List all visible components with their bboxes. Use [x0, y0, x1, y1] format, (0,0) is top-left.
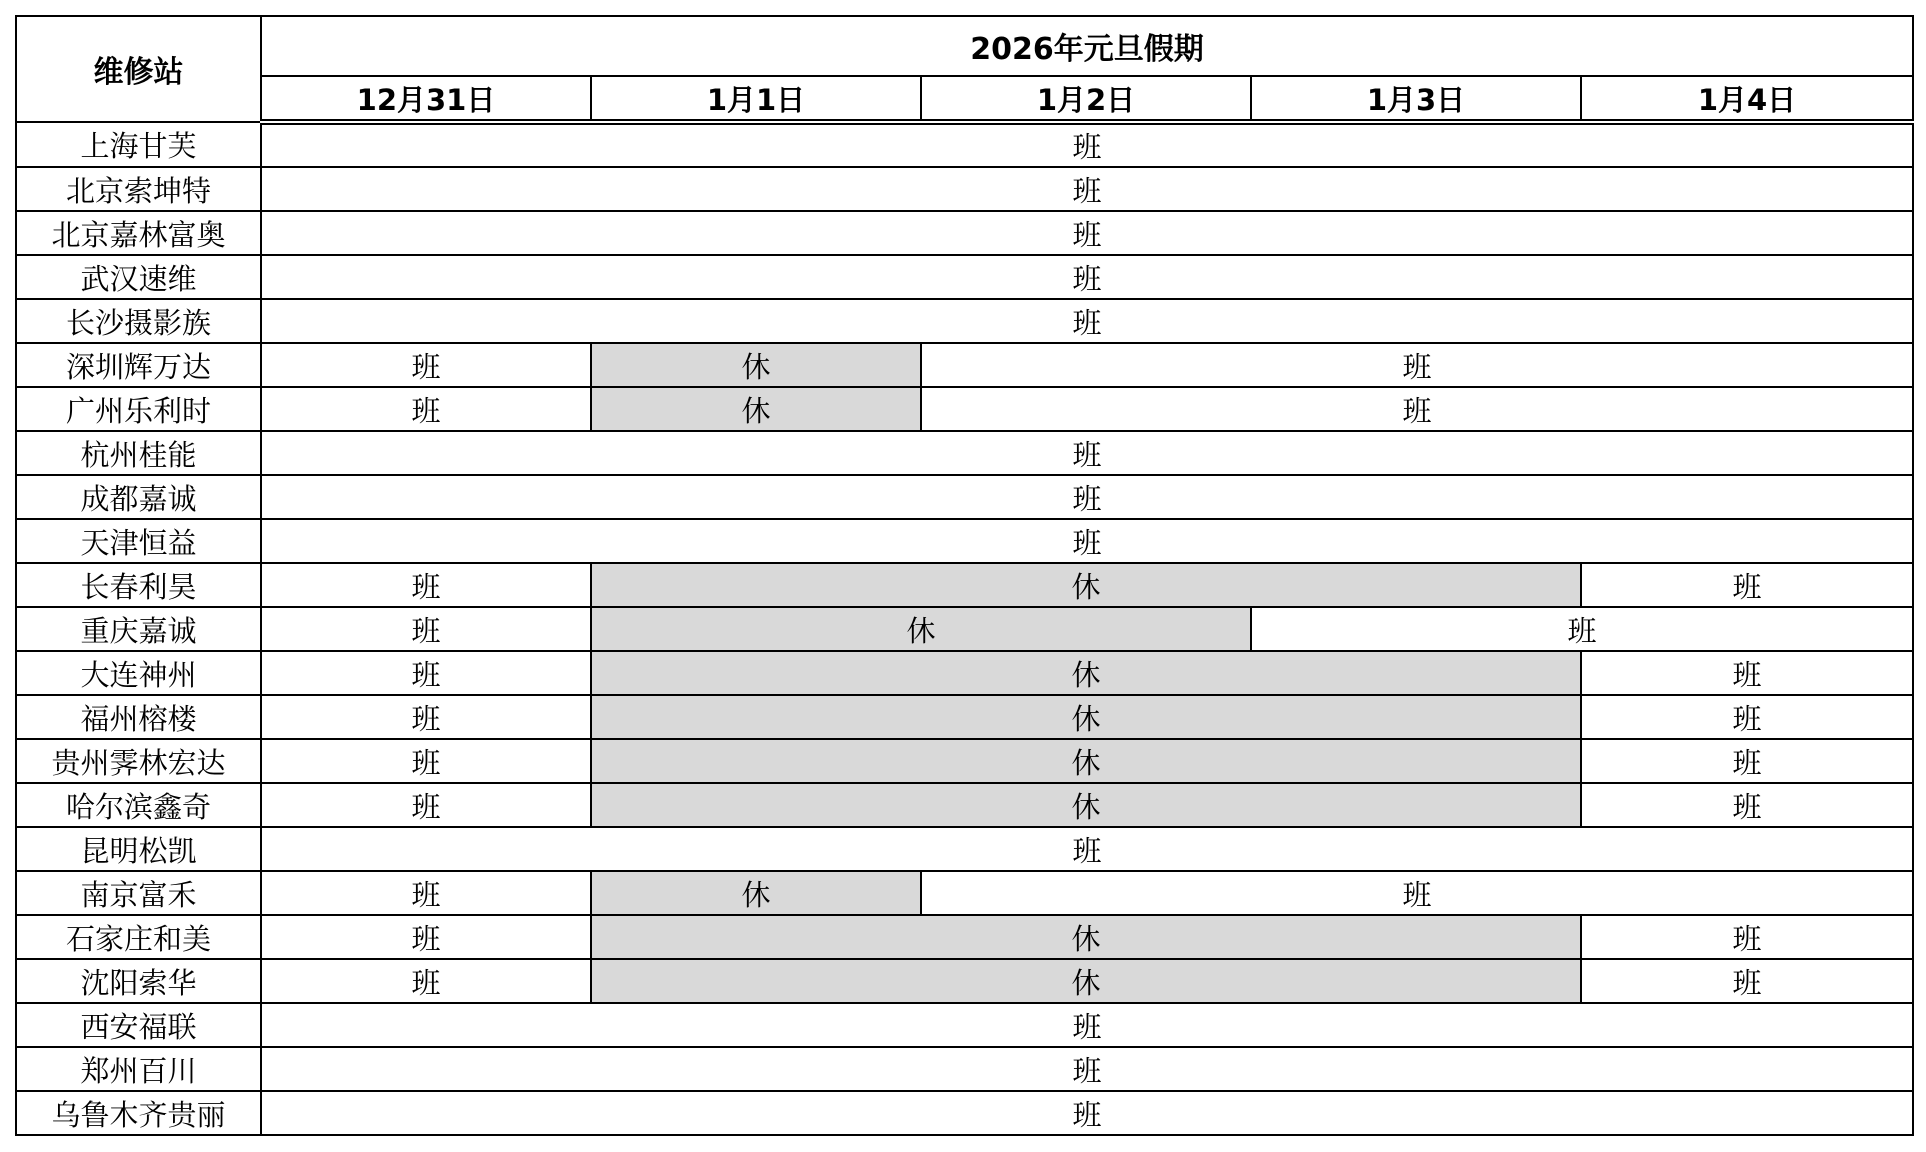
header-row-dates: [16, 76, 1913, 122]
shift-cell-work: 班: [261, 651, 591, 695]
shift-cell-work: 班: [261, 167, 1913, 211]
holiday-schedule-table: [15, 15, 1914, 1136]
station-name: 郑州百川: [16, 1047, 261, 1091]
station-name: 长沙摄影族: [16, 299, 261, 343]
shift-cell-work: 班: [921, 871, 1913, 915]
table-header: [16, 16, 1913, 122]
table-row: [16, 299, 1913, 343]
shift-cell-work: 班: [261, 387, 591, 431]
shift-cell-work: 班: [261, 783, 591, 827]
station-name: 北京索坤特: [16, 167, 261, 211]
station-name: 广州乐利时: [16, 387, 261, 431]
station-name: 重庆嘉诚: [16, 607, 261, 651]
table-row: [16, 651, 1913, 695]
shift-cell-off: 休: [591, 343, 921, 387]
station-name: 长春利昊: [16, 563, 261, 607]
shift-cell-off: 休: [591, 739, 1581, 783]
station-name: 成都嘉诚: [16, 475, 261, 519]
date-header-dec31: 12月31日: [261, 76, 591, 122]
table-row: [16, 915, 1913, 959]
table-row: [16, 827, 1913, 871]
shift-cell-work: 班: [261, 827, 1913, 871]
table-row: [16, 122, 1913, 167]
shift-cell-work: 班: [261, 1091, 1913, 1135]
table-row: [16, 563, 1913, 607]
header-row-title: [16, 16, 1913, 76]
table-row: [16, 211, 1913, 255]
table-row: [16, 739, 1913, 783]
shift-cell-work: 班: [261, 211, 1913, 255]
station-name: 武汉速维: [16, 255, 261, 299]
shift-cell-off: 休: [591, 959, 1581, 1003]
shift-cell-work: 班: [261, 343, 591, 387]
shift-cell-work: 班: [261, 695, 591, 739]
shift-cell-off: 休: [591, 387, 921, 431]
station-name: 贵州霁林宏达: [16, 739, 261, 783]
table-row: [16, 607, 1913, 651]
shift-cell-off: 休: [591, 695, 1581, 739]
shift-cell-work: 班: [1581, 959, 1913, 1003]
table-row: [16, 475, 1913, 519]
shift-cell-work: 班: [261, 1003, 1913, 1047]
shift-cell-work: 班: [261, 739, 591, 783]
date-header-jan4: 1月4日: [1581, 76, 1913, 122]
shift-cell-work: 班: [1581, 695, 1913, 739]
shift-cell-work: 班: [261, 1047, 1913, 1091]
date-header-jan3: 1月3日: [1251, 76, 1581, 122]
table-row: [16, 1047, 1913, 1091]
shift-cell-off: 休: [591, 871, 921, 915]
shift-cell-work: 班: [261, 255, 1913, 299]
shift-cell-work: 班: [261, 299, 1913, 343]
table-row: [16, 695, 1913, 739]
shift-cell-work: 班: [261, 431, 1913, 475]
table-row: [16, 1003, 1913, 1047]
shift-cell-off: 休: [591, 915, 1581, 959]
station-name: 杭州桂能: [16, 431, 261, 475]
shift-cell-off: 休: [591, 783, 1581, 827]
station-name: 乌鲁木齐贵丽: [16, 1091, 261, 1135]
shift-cell-work: 班: [1581, 739, 1913, 783]
table-row: [16, 343, 1913, 387]
table-row: [16, 959, 1913, 1003]
shift-cell-work: 班: [261, 915, 591, 959]
shift-cell-work: 班: [261, 871, 591, 915]
table-row: [16, 431, 1913, 475]
shift-cell-work: 班: [921, 387, 1913, 431]
shift-cell-work: 班: [1251, 607, 1913, 651]
table-row: [16, 167, 1913, 211]
shift-cell-off: 休: [591, 563, 1581, 607]
station-name: 昆明松凯: [16, 827, 261, 871]
date-header-jan2: 1月2日: [921, 76, 1251, 122]
shift-cell-work: 班: [261, 475, 1913, 519]
shift-cell-work: 班: [261, 519, 1913, 563]
holiday-title: 2026年元旦假期: [261, 16, 1913, 76]
table-row: [16, 1091, 1913, 1135]
shift-cell-work: 班: [1581, 915, 1913, 959]
station-name: 西安福联: [16, 1003, 261, 1047]
table-row: [16, 783, 1913, 827]
shift-cell-work: 班: [1581, 651, 1913, 695]
shift-cell-work: 班: [261, 563, 591, 607]
station-name: 福州榕楼: [16, 695, 261, 739]
shift-cell-work: 班: [921, 343, 1913, 387]
station-name: 沈阳索华: [16, 959, 261, 1003]
shift-cell-work: 班: [1581, 563, 1913, 607]
date-header-jan1: 1月1日: [591, 76, 921, 122]
table-body: [16, 122, 1913, 1135]
shift-cell-off: 休: [591, 651, 1581, 695]
table-row: [16, 519, 1913, 563]
shift-cell-work: 班: [261, 122, 1913, 167]
shift-cell-work: 班: [261, 959, 591, 1003]
station-name: 南京富禾: [16, 871, 261, 915]
station-name: 深圳辉万达: [16, 343, 261, 387]
station-name: 大连神州: [16, 651, 261, 695]
station-column-header: 维修站: [16, 16, 261, 122]
shift-cell-off: 休: [591, 607, 1251, 651]
table-row: [16, 255, 1913, 299]
station-name: 北京嘉林富奥: [16, 211, 261, 255]
station-name: 上海甘芙: [16, 122, 261, 167]
station-name: 天津恒益: [16, 519, 261, 563]
table-row: [16, 387, 1913, 431]
station-name: 哈尔滨鑫奇: [16, 783, 261, 827]
shift-cell-work: 班: [261, 607, 591, 651]
shift-cell-work: 班: [1581, 783, 1913, 827]
station-name: 石家庄和美: [16, 915, 261, 959]
table-row: [16, 871, 1913, 915]
